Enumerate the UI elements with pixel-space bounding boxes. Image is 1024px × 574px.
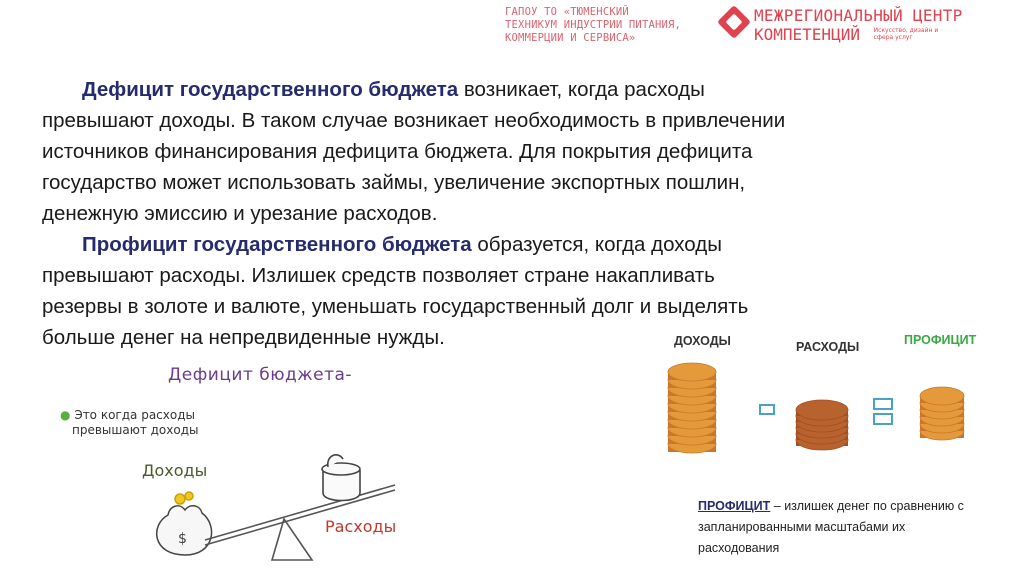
surplus-text: резервы в золоте и валюте, уменьшать государственный долг и выделять xyxy=(42,295,749,318)
competence-center-logo-icon xyxy=(717,5,751,39)
money-bag-icon xyxy=(157,492,212,555)
seesaw-drawing xyxy=(40,355,460,570)
college-name xyxy=(505,6,720,45)
deficit-text: денежную эмиссию и урезание расходов. xyxy=(42,202,438,225)
income-label: Доходы xyxy=(142,461,208,480)
coins-expense-label: РАСХОДЫ xyxy=(796,340,860,354)
college-name-line: ТЕХНИКУМ ИНДУСТРИИ ПИТАНИЯ, xyxy=(505,19,682,31)
expense-weight-icon xyxy=(322,455,360,501)
surplus-definition-term: ПРОФИЦИТ xyxy=(698,499,771,513)
main-text xyxy=(42,74,992,353)
center-subtitle: Искусство, дизайн и сфера услуг xyxy=(873,27,939,41)
college-name-line: ГАПОУ ТО «ТЮМЕНСКИЙ xyxy=(505,6,629,18)
surplus-definition xyxy=(698,496,1018,559)
surplus-text: больше денег на непредвиденные нужды. xyxy=(42,326,445,349)
deficit-illustration xyxy=(40,355,460,570)
surplus-illustration xyxy=(660,320,1024,574)
bullet-dot-icon: ● xyxy=(60,408,71,422)
coins-profit-label: ПРОФИЦИТ xyxy=(904,333,977,347)
deficit-term: Дефицит государственного бюджета xyxy=(82,78,459,101)
deficit-paragraph xyxy=(42,74,992,229)
coin-equation xyxy=(660,320,1024,490)
equals-operator-icon xyxy=(874,399,892,424)
surplus-term: Профицит государственного бюджета xyxy=(82,233,472,256)
deficit-text: возникает, когда расходы xyxy=(458,78,705,101)
expense-coin-stack-icon xyxy=(796,400,848,450)
college-name-line: КОММЕРЦИИ И СЕРВИСА» xyxy=(505,32,636,44)
deficit-text: превышают доходы. В таком случае возникает необходимость в привлечении xyxy=(42,109,786,132)
profit-coin-stack-icon xyxy=(920,387,964,440)
surplus-definition-text: – излишек денег по сравнению с xyxy=(770,499,964,513)
center-title-line2: КОМПЕТЕНЦИЙ xyxy=(754,25,860,44)
minus-operator-icon xyxy=(760,405,774,414)
competence-center-name xyxy=(754,6,1016,44)
center-title-line1: МЕЖРЕГИОНАЛЬНЫЙ ЦЕНТР xyxy=(754,6,963,25)
bullet-line: превышают доходы xyxy=(72,423,199,437)
income-coin-stack-icon xyxy=(668,363,716,453)
bullet-line: Это когда расходы xyxy=(74,408,195,422)
expense-label: Расходы xyxy=(325,517,397,536)
surplus-text: превышают расходы. Излишек средств позволяет стране накапливать xyxy=(42,264,715,287)
coins-income-label: ДОХОДЫ xyxy=(674,334,731,348)
svg-text:$: $ xyxy=(178,531,187,547)
deficit-text: государство может использовать займы, увеличение экспортных пошлин, xyxy=(42,171,746,194)
deficit-text: источников финансирования дефицита бюджета. Для покрытия дефицита xyxy=(42,140,753,163)
surplus-definition-text: запланированными масштабами их xyxy=(698,520,906,534)
deficit-figure-title: Дефицит бюджета- xyxy=(168,365,353,385)
seesaw-plank-icon xyxy=(205,485,395,560)
surplus-text: образуется, когда доходы xyxy=(471,233,722,256)
surplus-definition-text: расходования xyxy=(698,541,780,555)
